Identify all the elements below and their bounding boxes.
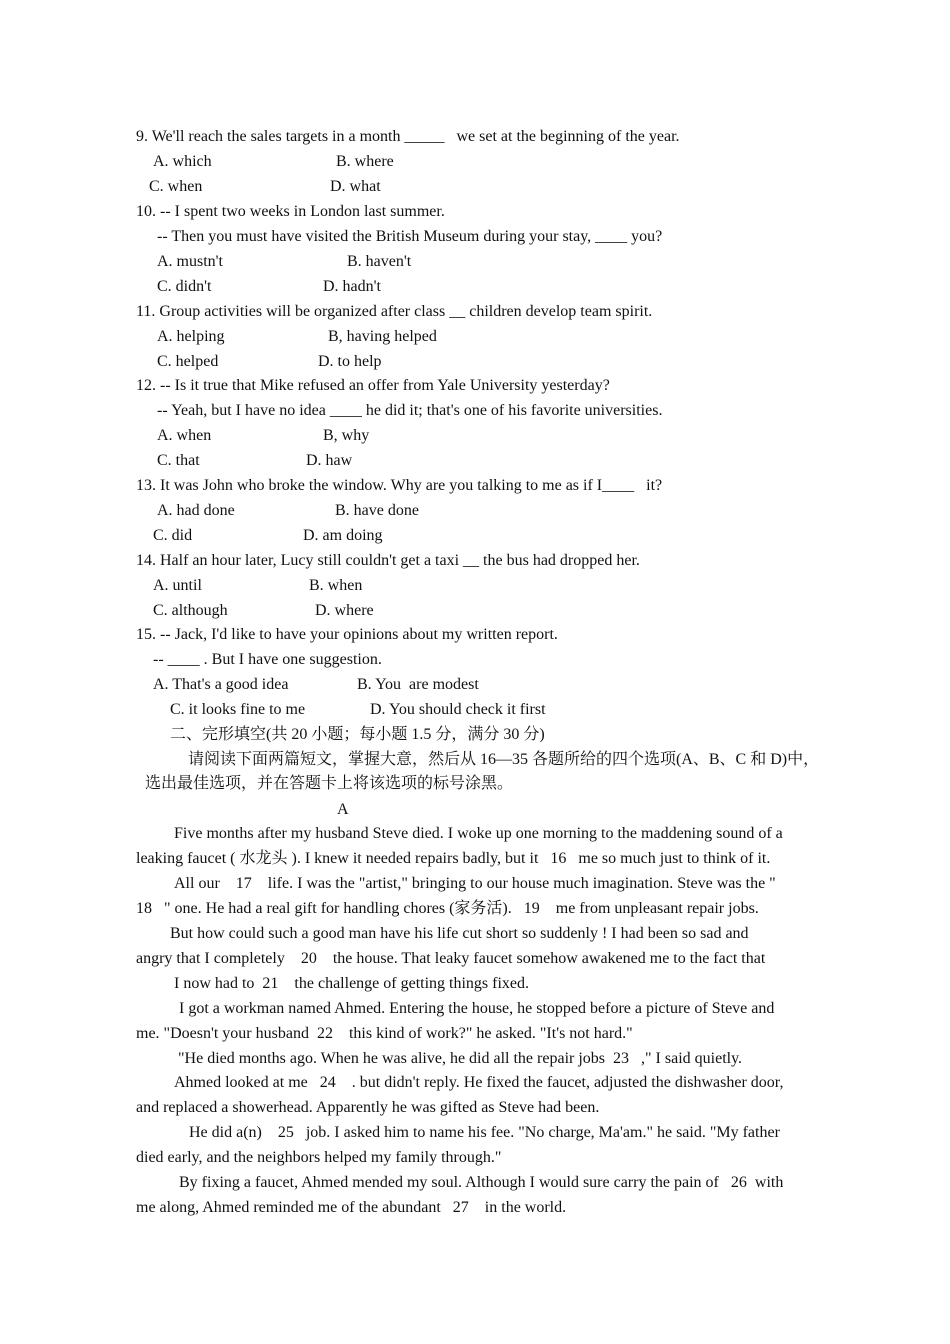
question-14-option-b: B. when [309, 577, 363, 594]
question-13-option-a: A. had done [157, 502, 235, 519]
question-12-option-d: D. haw [306, 452, 353, 469]
passage-line: me along, Ahmed reminded me of the abundant 27 in the world. [136, 1199, 567, 1216]
passage-line: angry that I completely 20 the house. That leaky faucet somehow awakened me to the fact that [136, 950, 766, 967]
passage-line: I now had to 21 the challenge of getting things fixed. [174, 975, 530, 992]
question-10-option-c: C. didn't [157, 278, 212, 295]
question-10-stem: 10. -- I spent two weeks in London last summer. [136, 203, 445, 220]
question-15-option-c: C. it looks fine to me [170, 701, 306, 718]
question-11-option-a: A. helping [157, 328, 225, 345]
question-12-reply: -- Yeah, but I have no idea ____ he did it; that's one of his favorite universities. [157, 402, 663, 419]
passage-line: I got a workman named Ahmed. Entering the house, he stopped before a picture of Steve and [179, 1000, 775, 1017]
passage-line: me. "Doesn't your husband 22 this kind of work?" he asked. "It's not hard." [136, 1025, 633, 1042]
question-9-option-d: D. what [330, 178, 381, 195]
passage-line: 18 " one. He had a real gift for handling chores (家务活). 19 me from unpleasant repair jobs. [136, 900, 759, 917]
question-11-option-b: B, having helped [328, 328, 437, 345]
question-14-stem: 14. Half an hour later, Lucy still couldn't get a taxi __ the bus had dropped her. [136, 552, 640, 569]
question-15-option-a: A. That's a good idea [153, 676, 289, 693]
question-11-option-d: D. to help [318, 353, 382, 370]
passage-label-a: A [337, 801, 349, 818]
question-15-option-d: D. You should check it first [370, 701, 546, 718]
question-15-stem: 15. -- Jack, I'd like to have your opinions about my written report. [136, 626, 558, 643]
question-10-option-b: B. haven't [347, 253, 412, 270]
section-heading-cloze: 二、完形填空(共 20 小题；每小题 1.5 分，满分 30 分) [170, 726, 545, 743]
section-instructions-line-1: 请阅读下面两篇短文，掌握大意，然后从 16—35 各题所给的四个选项(A、B、C 和 D)中， [188, 751, 820, 768]
question-13-stem: 13. It was John who broke the window. Why are you talking to me as if I____ it? [136, 477, 663, 494]
question-12-stem: 12. -- Is it true that Mike refused an offer from Yale University yesterday? [136, 377, 610, 394]
question-12-option-a: A. when [157, 427, 212, 444]
passage-line: He did a(n) 25 job. I asked him to name his fee. "No charge, Ma'am." he said. "My father [189, 1124, 780, 1141]
question-11-stem: 11. Group activities will be organized after class __ children develop team spirit. [136, 303, 653, 320]
passage-line: Five months after my husband Steve died. I woke up one morning to the maddening sound of a [174, 825, 783, 842]
question-13-option-c: C. did [153, 527, 193, 544]
question-15-reply: -- ____ . But I have one suggestion. [153, 651, 382, 668]
passage-line: Ahmed looked at me 24 . but didn't reply. He fixed the faucet, adjusted the dishwasher door, [174, 1074, 784, 1091]
question-12-option-c: C. that [157, 452, 200, 469]
question-14-option-d: D. where [315, 602, 374, 619]
question-15-option-b: B. You are modest [357, 676, 479, 693]
passage-line: By fixing a faucet, Ahmed mended my soul. Although I would sure carry the pain of 26 with [179, 1174, 784, 1191]
question-14-option-c: C. although [153, 602, 228, 619]
section-instructions-line-2: 选出最佳选项，并在答题卡上将该选项的标号涂黑。 [145, 775, 514, 792]
question-11-option-c: C. helped [157, 353, 219, 370]
passage-line: leaking faucet ( 水龙头 ). I knew it needed repairs badly, but it 16 me so much just to think of it. [136, 850, 771, 867]
question-13-option-d: D. am doing [303, 527, 383, 544]
question-14-option-a: A. until [153, 577, 202, 594]
question-9-option-a: A. which [153, 153, 212, 170]
question-10-option-a: A. mustn't [157, 253, 223, 270]
question-12-option-b: B, why [323, 427, 370, 444]
question-9-option-b: B. where [336, 153, 394, 170]
question-13-option-b: B. have done [335, 502, 419, 519]
passage-line: "He died months ago. When he was alive, he did all the repair jobs 23 ," I said quietly. [178, 1050, 743, 1067]
passage-line: died early, and the neighbors helped my family through." [136, 1149, 502, 1166]
question-10-option-d: D. hadn't [323, 278, 381, 295]
passage-line: But how could such a good man have his life cut short so suddenly ! I had been so sad and [170, 925, 749, 942]
passage-line: and replaced a showerhead. Apparently he was gifted as Steve had been. [136, 1099, 600, 1116]
question-9-stem: 9. We'll reach the sales targets in a month _____ we set at the beginning of the year. [136, 128, 680, 145]
passage-line: All our 17 life. I was the "artist," bringing to our house much imagination. Steve was the " [174, 875, 776, 892]
question-10-reply: -- Then you must have visited the British Museum during your stay, ____ you? [157, 228, 663, 245]
question-9-option-c: C. when [149, 178, 203, 195]
